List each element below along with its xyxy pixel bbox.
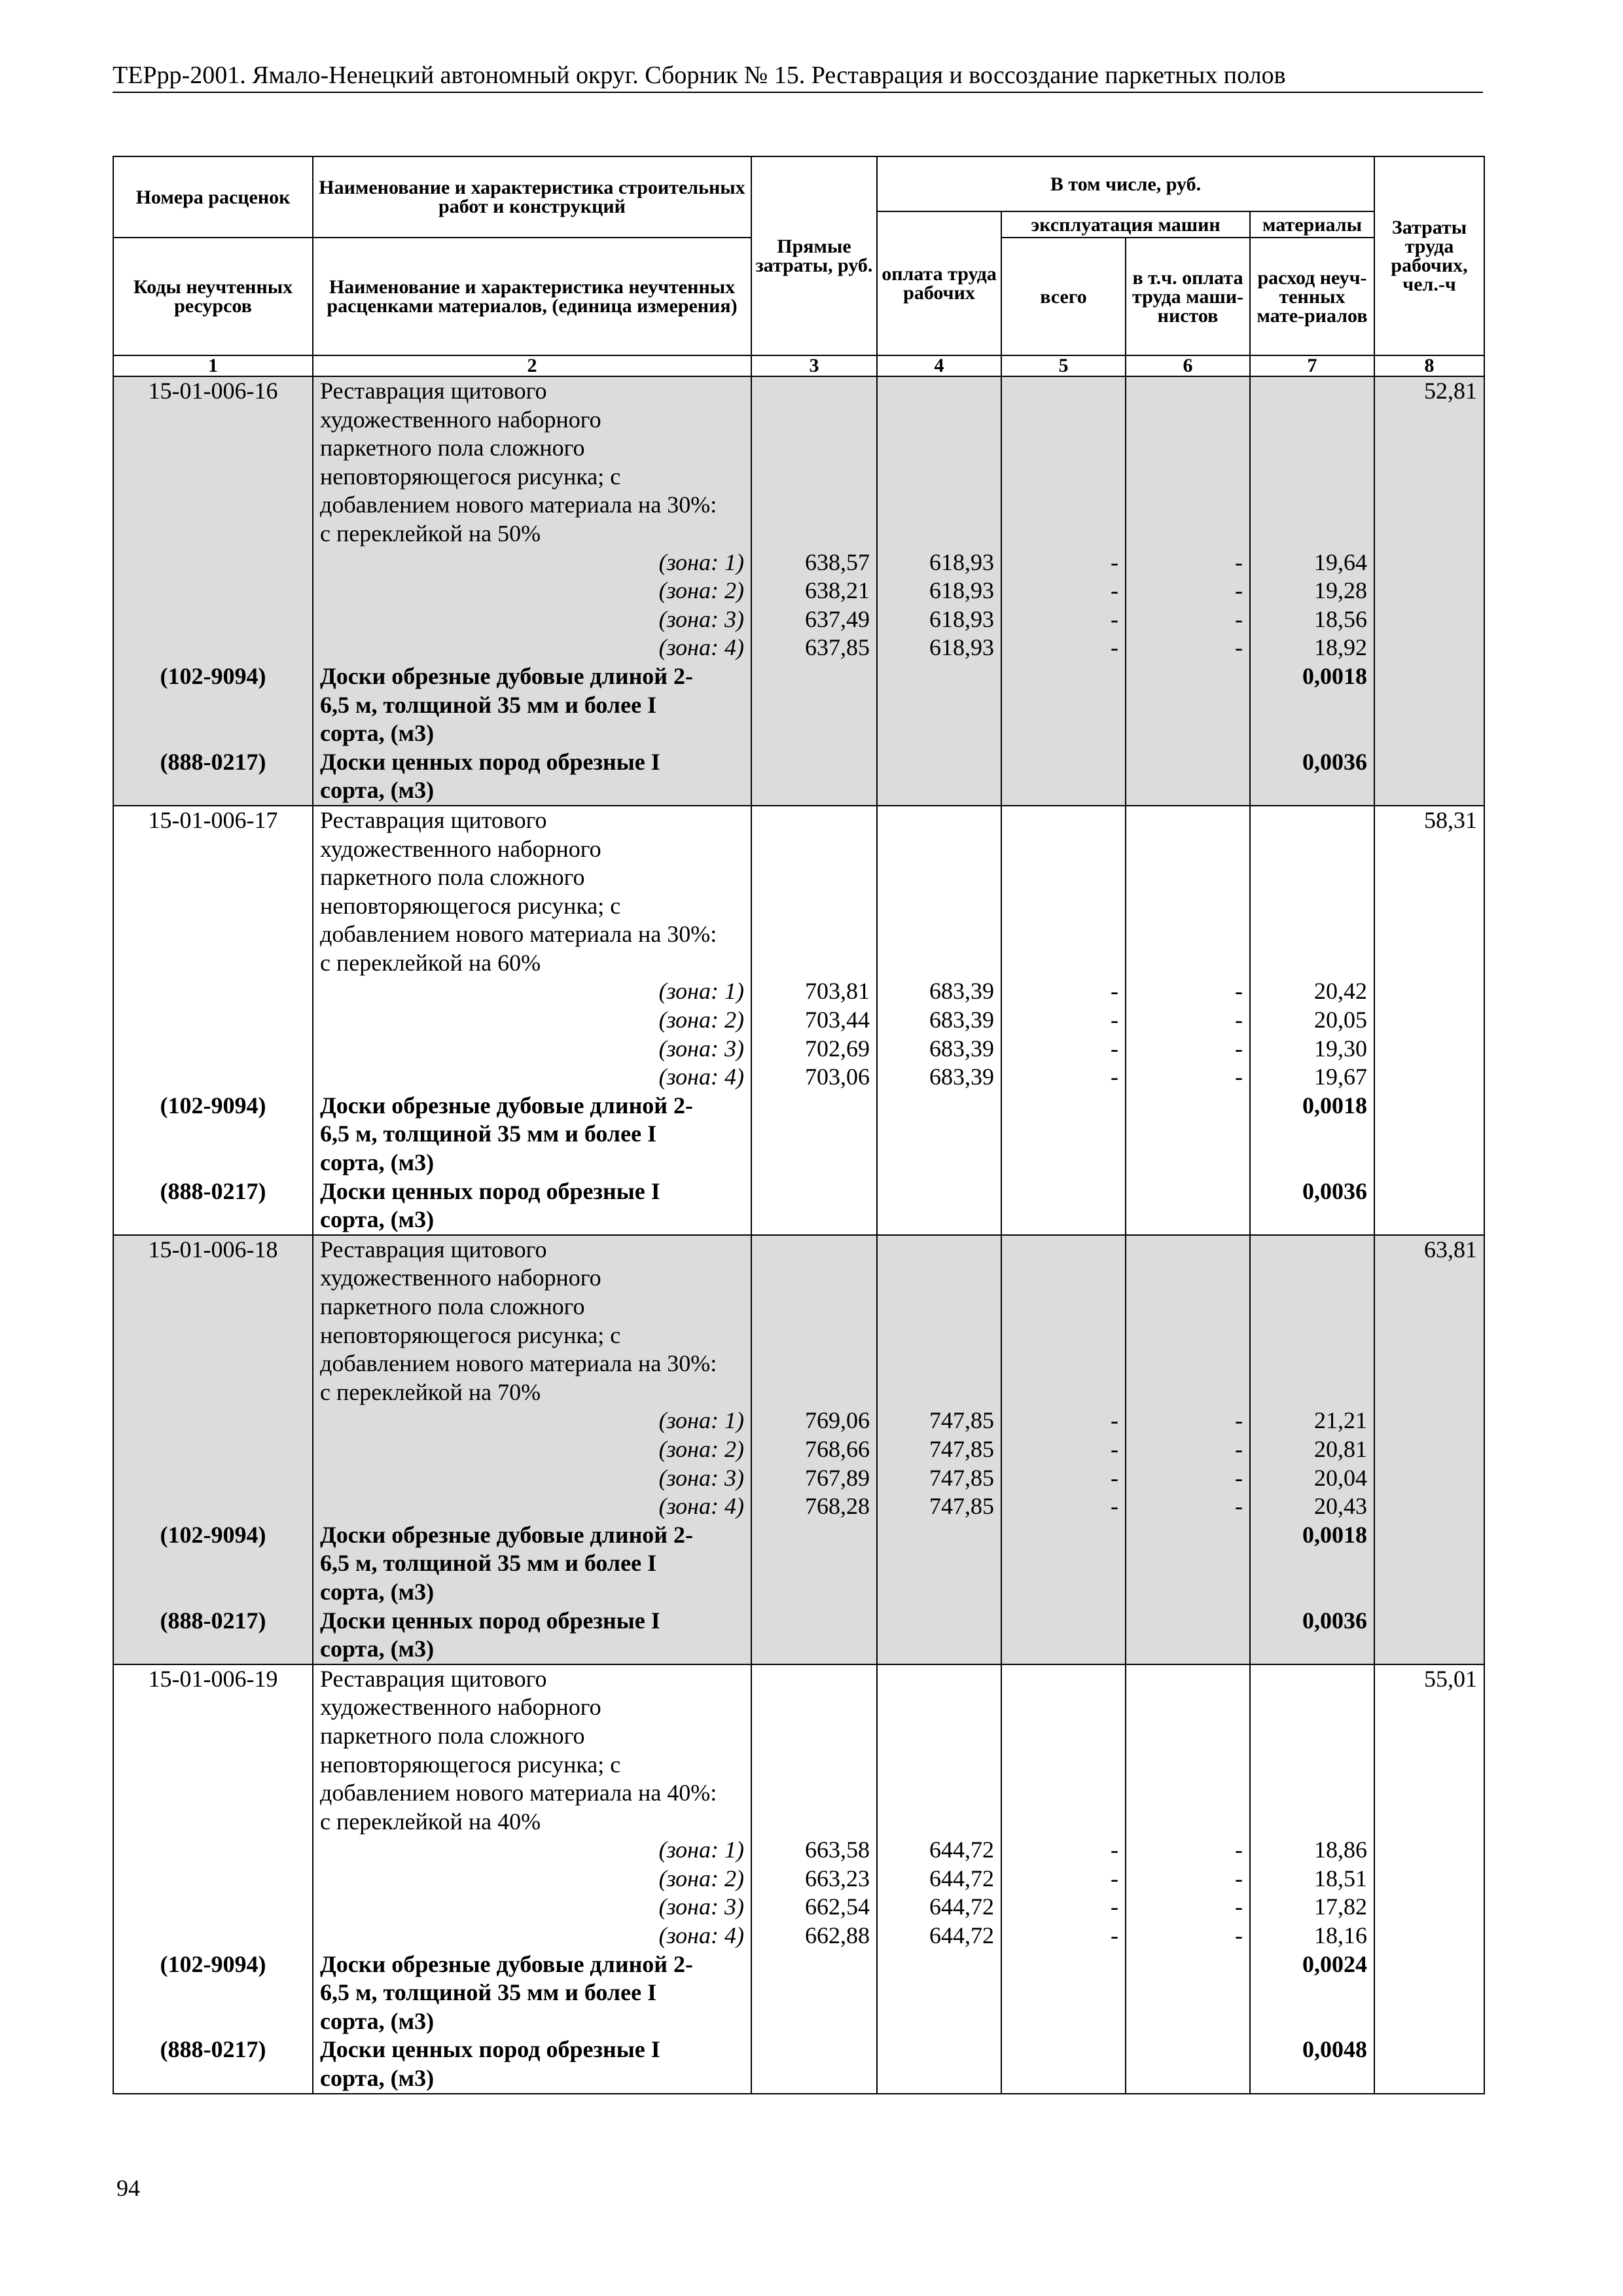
zone-label: (зона: 2): [658, 1007, 744, 1033]
machines-value: -: [1111, 1865, 1118, 1892]
resource-name-line: Доски ценных пород обрезные I: [320, 748, 660, 775]
rate-description-line: неповторяющегося рисунка; с: [320, 1321, 621, 1348]
labor-cost-value: 52,81: [1424, 378, 1478, 404]
rate-code: 15-01-006-19: [148, 1665, 278, 1692]
column-number: 7: [1250, 355, 1374, 376]
direct-cost-value: 638,57: [805, 548, 870, 575]
rate-code: 15-01-006-17: [148, 806, 278, 833]
materials-value: 17,82: [1314, 1893, 1368, 1920]
column-number: 5: [1001, 355, 1126, 376]
header-materials: материалы: [1250, 211, 1374, 238]
zone-label: (зона: 3): [658, 605, 744, 632]
rate-description-line: неповторяющегося рисунка; с: [320, 892, 621, 919]
machines-value: -: [1111, 605, 1118, 632]
rate-description-line: добавлением нового материала на 30%:: [320, 492, 717, 518]
resource-name-line: сорта, (м3): [320, 1206, 435, 1233]
direct-cost-value: 702,69: [805, 1035, 870, 1062]
zone-label: (зона: 4): [658, 1064, 744, 1090]
resource-code: (888-0217): [160, 1607, 266, 1634]
materials-value: 18,51: [1314, 1865, 1368, 1892]
rate-description-line: паркетного пола сложного: [320, 435, 585, 461]
rate-description-line: с переклейкой на 50%: [320, 520, 541, 547]
machinist-wages-value: -: [1235, 1407, 1243, 1434]
resource-quantity: 0,0024: [1302, 1950, 1368, 1977]
direct-cost-value: 768,66: [805, 1435, 870, 1462]
materials-value: 18,86: [1314, 1837, 1368, 1863]
wages-value: 618,93: [929, 577, 994, 604]
rate-description-line: неповторяющегося рисунка; с: [320, 1751, 621, 1778]
header-resource-codes: Коды неучтенных ресурсов: [113, 238, 313, 355]
wages-value: 683,39: [929, 1035, 994, 1062]
resource-name-line: 6,5 м, толщиной 35 мм и более I: [320, 1550, 657, 1577]
machinist-wages-value: -: [1235, 1493, 1243, 1520]
header-resource-name: Наименование и характеристика неучтенных расценками материалов, (единица измерения): [313, 238, 751, 355]
header-including: В том числе, руб.: [877, 156, 1374, 211]
wages-value: 747,85: [929, 1493, 994, 1520]
machinist-wages-value: -: [1235, 577, 1243, 604]
machinist-wages-value: -: [1235, 1435, 1243, 1462]
resource-name-line: Доски обрезные дубовые длиной 2-: [320, 662, 694, 689]
rate-description-line: добавлением нового материала на 30%:: [320, 921, 717, 948]
direct-cost-value: 662,88: [805, 1922, 870, 1949]
rate-row: [113, 1235, 1484, 1664]
resource-name-line: 6,5 м, толщиной 35 мм и более I: [320, 1979, 657, 2006]
zone-label: (зона: 1): [658, 1837, 744, 1863]
rate-block: [113, 1664, 1484, 2094]
machinist-wages-value: -: [1235, 1464, 1243, 1491]
machines-value: -: [1111, 1407, 1118, 1434]
machines-value: -: [1111, 577, 1118, 604]
direct-cost-value: 767,89: [805, 1464, 870, 1491]
resource-code: (102-9094): [160, 1521, 266, 1548]
direct-cost-value: 703,44: [805, 1007, 870, 1033]
wages-value: 618,93: [929, 605, 994, 632]
labor-cost-value: 55,01: [1424, 1665, 1478, 1692]
resource-name-line: Доски ценных пород обрезные I: [320, 2036, 660, 2063]
wages-value: 683,39: [929, 1007, 994, 1033]
direct-cost-value: 769,06: [805, 1407, 870, 1434]
machines-value: -: [1111, 548, 1118, 575]
zone-label: (зона: 3): [658, 1464, 744, 1491]
machines-value: -: [1111, 1007, 1118, 1033]
rate-description-line: Реставрация щитового: [320, 1665, 547, 1692]
machines-value: -: [1111, 1464, 1118, 1491]
column-number: 6: [1126, 355, 1250, 376]
zone-label: (зона: 2): [658, 1435, 744, 1462]
materials-value: 20,05: [1314, 1007, 1368, 1033]
direct-cost-value: 663,23: [805, 1865, 870, 1892]
wages-value: 747,85: [929, 1435, 994, 1462]
resource-name-line: Доски ценных пород обрезные I: [320, 1607, 660, 1634]
page-header: ТЕРрр-2001. Ямало-Ненецкий автономный округ. Сборник № 15. Реставрация и воссоздание паркетных полов: [113, 60, 1483, 93]
resource-name-line: Доски ценных пород обрезные I: [320, 1177, 660, 1204]
machines-value: -: [1111, 1035, 1118, 1062]
machinist-wages-value: -: [1235, 605, 1243, 632]
machines-value: -: [1111, 1922, 1118, 1949]
resource-quantity: 0,0036: [1302, 1177, 1368, 1204]
machines-value: -: [1111, 1893, 1118, 1920]
machinist-wages-value: -: [1235, 1893, 1243, 1920]
rate-block: [113, 1235, 1484, 1664]
rate-code: 15-01-006-16: [148, 378, 278, 404]
machinist-wages-value: -: [1235, 978, 1243, 1005]
zone-label: (зона: 2): [658, 577, 744, 604]
rate-description-line: художественного наборного: [320, 1265, 601, 1291]
header-work-name: Наименование и характеристика строительных работ и конструкций: [313, 156, 751, 238]
resource-name-line: Доски обрезные дубовые длиной 2-: [320, 1950, 694, 1977]
machinist-wages-value: -: [1235, 1865, 1243, 1892]
rate-description-line: неповторяющегося рисунка; с: [320, 463, 621, 490]
zone-label: (зона: 3): [658, 1035, 744, 1062]
table-header: [113, 156, 1484, 376]
header-unaccounted-materials: расход неуч-тенных мате-риалов: [1250, 238, 1374, 355]
materials-value: 20,42: [1314, 978, 1368, 1005]
rate-description-line: Реставрация щитового: [320, 806, 547, 833]
resource-code: (102-9094): [160, 1950, 266, 1977]
wages-value: 747,85: [929, 1464, 994, 1491]
resource-name-line: сорта, (м3): [320, 2065, 435, 2092]
header-rate-numbers: Номера расценок: [113, 156, 313, 238]
rate-description-line: добавлением нового материала на 40%:: [320, 1780, 717, 1806]
resource-name-line: сорта, (м3): [320, 777, 435, 804]
materials-value: 20,43: [1314, 1493, 1368, 1520]
wages-value: 618,93: [929, 548, 994, 575]
direct-cost-value: 637,85: [805, 634, 870, 661]
rate-block: [113, 806, 1484, 1235]
zone-label: (зона: 4): [658, 634, 744, 661]
machinist-wages-value: -: [1235, 1837, 1243, 1863]
direct-cost-value: 662,54: [805, 1893, 870, 1920]
zone-label: (зона: 1): [658, 1407, 744, 1434]
header-machines-total: всего: [1001, 238, 1126, 355]
zone-label: (зона: 3): [658, 1893, 744, 1920]
resource-quantity: 0,0036: [1302, 748, 1368, 775]
machines-value: -: [1111, 1435, 1118, 1462]
materials-value: 18,56: [1314, 605, 1368, 632]
header-labor-costs: Затраты труда рабочих, чел.-ч: [1374, 156, 1484, 355]
machines-value: -: [1111, 634, 1118, 661]
wages-value: 618,93: [929, 634, 994, 661]
resource-quantity: 0,0036: [1302, 1607, 1368, 1634]
resource-quantity: 0,0018: [1302, 1521, 1368, 1548]
rate-description-line: Реставрация щитового: [320, 378, 547, 404]
materials-value: 20,04: [1314, 1464, 1368, 1491]
wages-value: 644,72: [929, 1865, 994, 1892]
resource-name-line: 6,5 м, толщиной 35 мм и более I: [320, 1121, 657, 1147]
machinist-wages-value: -: [1235, 634, 1243, 661]
machines-value: -: [1111, 1837, 1118, 1863]
wages-value: 747,85: [929, 1407, 994, 1434]
machinist-wages-value: -: [1235, 1064, 1243, 1090]
wages-value: 683,39: [929, 978, 994, 1005]
machines-value: -: [1111, 1493, 1118, 1520]
materials-value: 19,30: [1314, 1035, 1368, 1062]
materials-value: 19,28: [1314, 577, 1368, 604]
wages-value: 683,39: [929, 1064, 994, 1090]
page-number: 94: [116, 2175, 140, 2201]
rate-description-line: художественного наборного: [320, 1694, 601, 1721]
column-numbers-row: [113, 355, 1484, 376]
resource-code: (102-9094): [160, 662, 266, 689]
rate-description-line: добавлением нового материала на 30%:: [320, 1350, 717, 1377]
column-number: 4: [877, 355, 1001, 376]
column-number: 1: [113, 355, 313, 376]
zone-label: (зона: 4): [658, 1493, 744, 1520]
resource-name-line: Доски обрезные дубовые длиной 2-: [320, 1521, 694, 1548]
zone-label: (зона: 4): [658, 1922, 744, 1949]
materials-value: 18,16: [1314, 1922, 1368, 1949]
direct-cost-value: 637,49: [805, 605, 870, 632]
resource-quantity: 0,0048: [1302, 2036, 1368, 2063]
materials-value: 20,81: [1314, 1435, 1368, 1462]
header-direct-costs: Прямые затраты, руб.: [751, 156, 877, 355]
direct-cost-value: 638,21: [805, 577, 870, 604]
rate-description-line: с переклейкой на 60%: [320, 949, 541, 976]
rate-description-line: с переклейкой на 70%: [320, 1378, 541, 1405]
machinist-wages-value: -: [1235, 548, 1243, 575]
rate-block: [113, 376, 1484, 806]
materials-value: 21,21: [1314, 1407, 1368, 1434]
zone-label: (зона: 2): [658, 1865, 744, 1892]
resource-code: (888-0217): [160, 2036, 266, 2063]
rate-code: 15-01-006-18: [148, 1236, 278, 1263]
machinist-wages-value: -: [1235, 1007, 1243, 1033]
header-machine-operation: эксплуатация машин: [1001, 211, 1250, 238]
resource-name-line: сорта, (м3): [320, 1636, 435, 1662]
machines-value: -: [1111, 1064, 1118, 1090]
column-number: 3: [751, 355, 877, 376]
resource-name-line: сорта, (м3): [320, 2007, 435, 2034]
rates-table: [113, 156, 1485, 2094]
column-number: 2: [313, 355, 751, 376]
rate-row: [113, 376, 1484, 806]
materials-value: 19,64: [1314, 548, 1368, 575]
machinist-wages-value: -: [1235, 1922, 1243, 1949]
direct-cost-value: 703,81: [805, 978, 870, 1005]
header-machinist-wages: в т.ч. оплата труда маши-нистов: [1126, 238, 1250, 355]
rate-description-line: паркетного пола сложного: [320, 864, 585, 891]
machines-value: -: [1111, 978, 1118, 1005]
rate-description-line: художественного наборного: [320, 835, 601, 862]
resource-name-line: сорта, (м3): [320, 720, 435, 747]
rate-row: [113, 806, 1484, 1235]
direct-cost-value: 663,58: [805, 1837, 870, 1863]
materials-value: 18,92: [1314, 634, 1368, 661]
machinist-wages-value: -: [1235, 1035, 1243, 1062]
column-number: 8: [1374, 355, 1484, 376]
resource-name-line: 6,5 м, толщиной 35 мм и более I: [320, 691, 657, 718]
wages-value: 644,72: [929, 1893, 994, 1920]
resource-name-line: сорта, (м3): [320, 1149, 435, 1176]
resource-code: (102-9094): [160, 1092, 266, 1119]
direct-cost-value: 768,28: [805, 1493, 870, 1520]
labor-cost-value: 58,31: [1424, 806, 1478, 833]
resource-code: (888-0217): [160, 748, 266, 775]
wages-value: 644,72: [929, 1922, 994, 1949]
zone-label: (зона: 1): [658, 548, 744, 575]
rate-row: [113, 1664, 1484, 2094]
resource-quantity: 0,0018: [1302, 662, 1368, 689]
resource-quantity: 0,0018: [1302, 1092, 1368, 1119]
rate-description-line: Реставрация щитового: [320, 1236, 547, 1263]
rate-description-line: художественного наборного: [320, 406, 601, 433]
zone-label: (зона: 1): [658, 978, 744, 1005]
direct-cost-value: 703,06: [805, 1064, 870, 1090]
wages-value: 644,72: [929, 1837, 994, 1863]
resource-code: (888-0217): [160, 1177, 266, 1204]
labor-cost-value: 63,81: [1424, 1236, 1478, 1263]
header-worker-wages: оплата труда рабочих: [877, 211, 1001, 355]
rate-description-line: паркетного пола сложного: [320, 1722, 585, 1749]
resource-name-line: Доски обрезные дубовые длиной 2-: [320, 1092, 694, 1119]
rate-description-line: паркетного пола сложного: [320, 1293, 585, 1319]
rate-description-line: с переклейкой на 40%: [320, 1808, 541, 1835]
materials-value: 19,67: [1314, 1064, 1368, 1090]
resource-name-line: сорта, (м3): [320, 1578, 435, 1605]
